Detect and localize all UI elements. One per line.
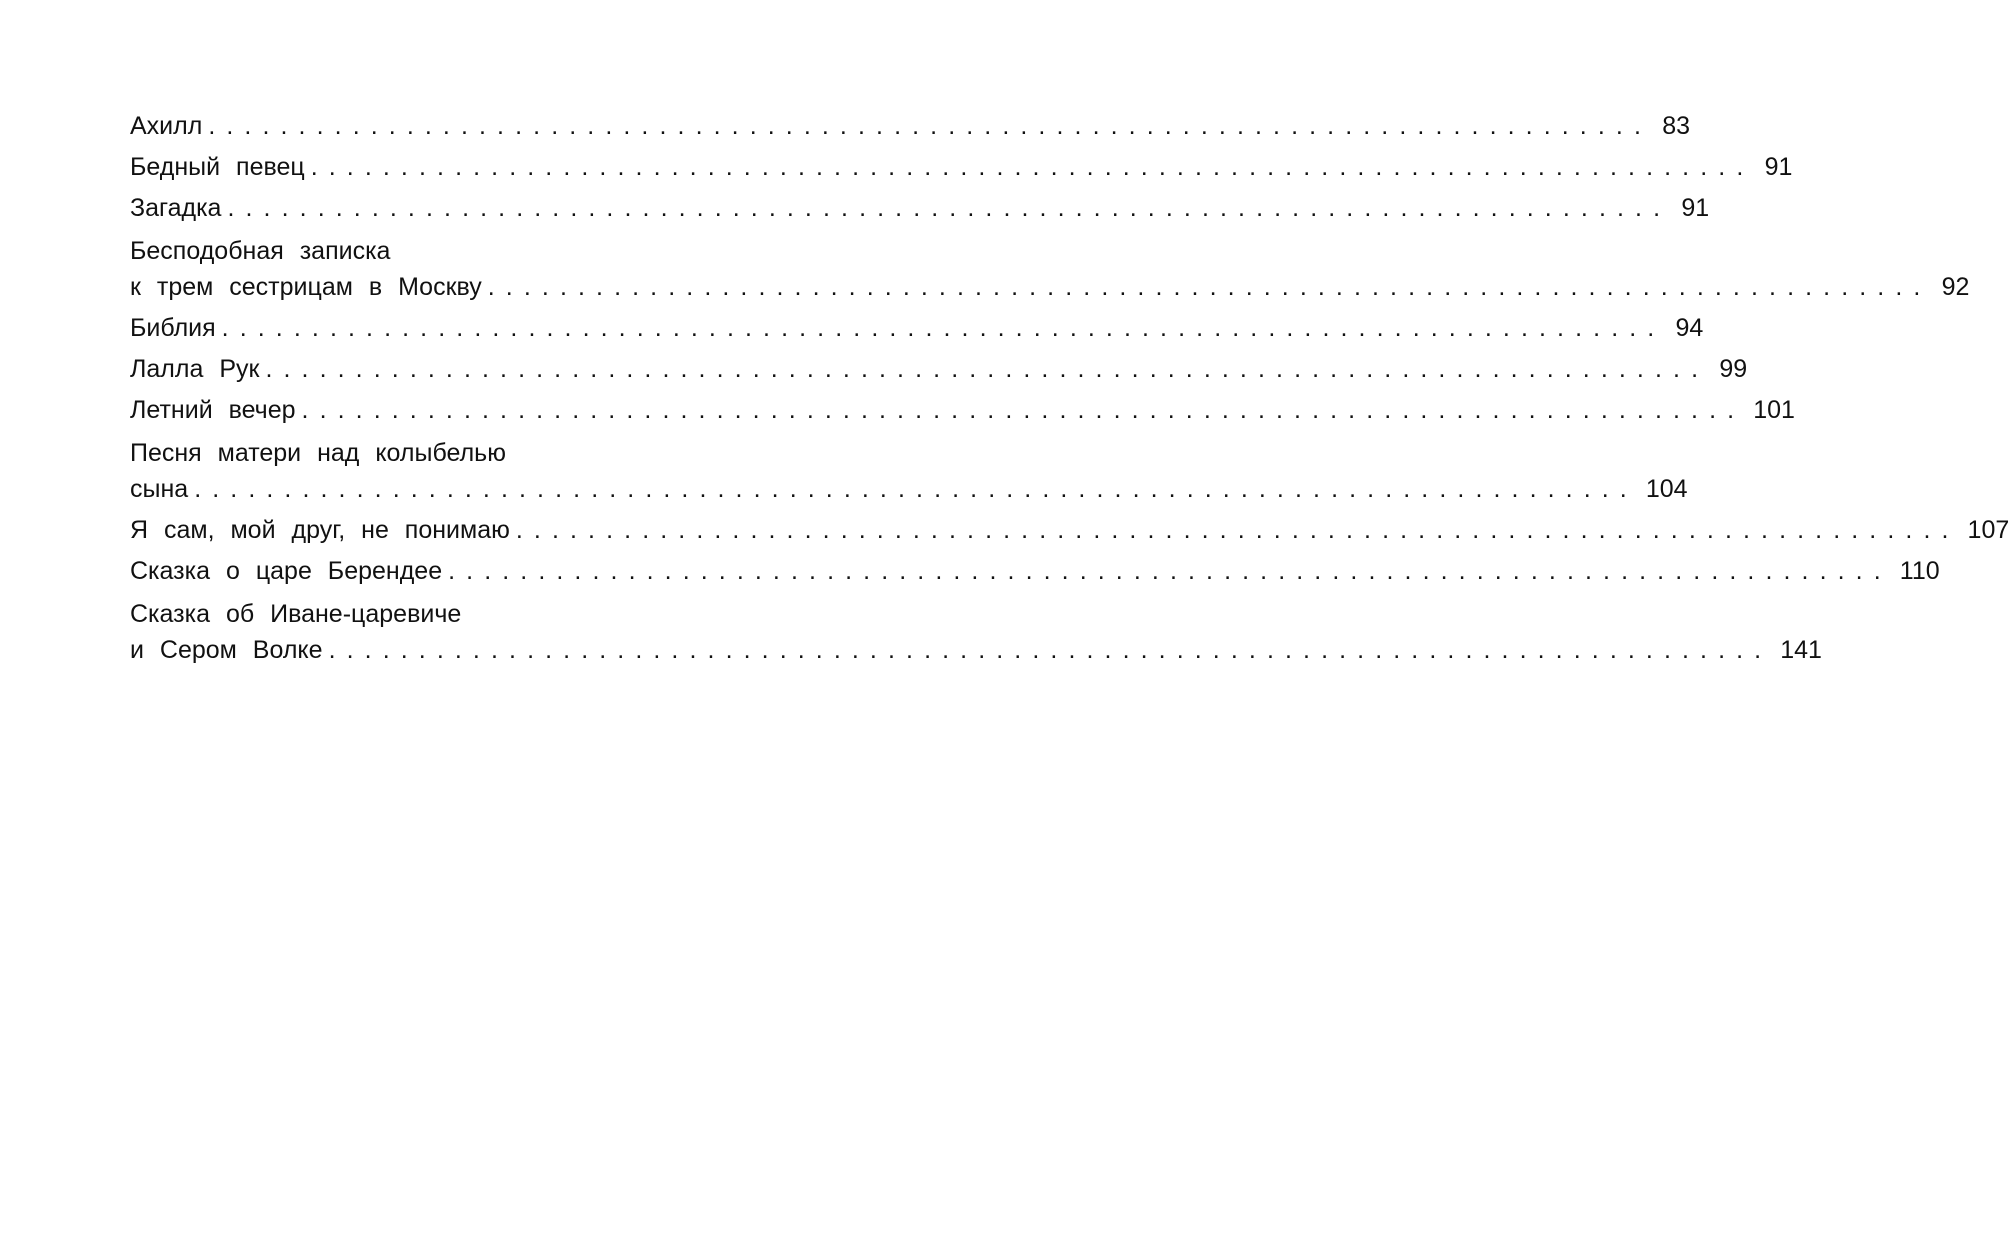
toc-entry-line [130, 191, 1710, 225]
toc-entry-line [130, 232, 686, 270]
dot-leader: ................................................................................ [328, 636, 1773, 664]
toc-entry [130, 232, 1970, 304]
toc-entry [130, 109, 1690, 143]
dot-leader: ................................................................................ [448, 557, 1892, 585]
dot-leader: ................................................................................ [194, 475, 1638, 503]
toc-entry [130, 150, 1793, 184]
toc-entry-page-number: 104 [1645, 475, 1688, 503]
dot-leader: ................................................................................ [227, 194, 1672, 222]
dot-leader: ................................................................................ [221, 314, 1666, 342]
toc-entry-line [130, 554, 1940, 588]
toc-entry-line [130, 393, 1795, 427]
toc-entry-title: Бесподобная записка [130, 237, 391, 265]
toc-entry-line [130, 633, 1822, 667]
toc-entry-title-continued: и Сером Волке [130, 636, 323, 664]
dot-leader: ................................................................................ [301, 396, 1746, 424]
toc-entry-title: Библия [130, 314, 216, 342]
toc-entry-title: Песня матери над колыбелью [130, 439, 506, 467]
toc-entry-title-continued: сына [130, 475, 189, 503]
toc-entry-page-number: 91 [1681, 194, 1710, 222]
dot-leader: ................................................................................ [208, 112, 1652, 140]
toc-entry [130, 311, 1704, 345]
toc-entry-page-number: 107 [1967, 516, 2009, 544]
toc-entry [130, 434, 1688, 506]
dot-leader: ................................................................................ [265, 355, 1710, 383]
table-of-contents [130, 109, 2009, 674]
toc-entry-title: Сказка об Иване-царевиче [130, 600, 462, 628]
toc-entry-line [130, 109, 1690, 143]
dot-leader: ................................................................................ [515, 516, 1960, 544]
toc-entry-title: Ахилл [130, 112, 203, 140]
toc-entry-title: Летний вечер [130, 396, 296, 424]
toc-entry-title: Сказка о царе Берендее [130, 557, 443, 585]
toc-entry [130, 393, 1795, 427]
toc-entry-line [130, 472, 1688, 506]
toc-entry-line [130, 513, 2009, 547]
toc-entry-line [130, 150, 1793, 184]
toc-entry-line [130, 352, 1748, 386]
toc-entry-line [130, 270, 1970, 304]
toc-entry-title: Загадка [130, 194, 222, 222]
toc-entry [130, 595, 1822, 667]
toc-entry-title-continued: к трем сестрицам в Москву [130, 273, 482, 301]
toc-entry-page-number: 99 [1719, 355, 1748, 383]
toc-entry-title: Я сам, мой друг, не понимаю [130, 516, 510, 544]
toc-entry-page-number: 110 [1899, 557, 1940, 585]
toc-entry-page-number: 91 [1764, 153, 1793, 181]
toc-entry-line [130, 595, 686, 633]
toc-entry-page-number: 92 [1941, 273, 1970, 301]
toc-entry-page-number: 83 [1662, 112, 1690, 140]
toc-entry-title: Лалла Рук [130, 355, 260, 383]
toc-entry [130, 191, 1710, 225]
toc-entry-page-number: 101 [1753, 396, 1795, 424]
dot-leader: ................................................................................ [487, 273, 1932, 301]
toc-entry-page-number: 94 [1675, 314, 1704, 342]
toc-entry-page-number: 141 [1780, 636, 1822, 664]
toc-entry-line [130, 434, 686, 472]
toc-entry [130, 554, 1940, 588]
toc-entry-title: Бедный певец [130, 153, 305, 181]
dot-leader: ................................................................................ [310, 153, 1755, 181]
toc-entry [130, 352, 1748, 386]
toc-entry [130, 513, 2009, 547]
toc-entry-line [130, 311, 1704, 345]
